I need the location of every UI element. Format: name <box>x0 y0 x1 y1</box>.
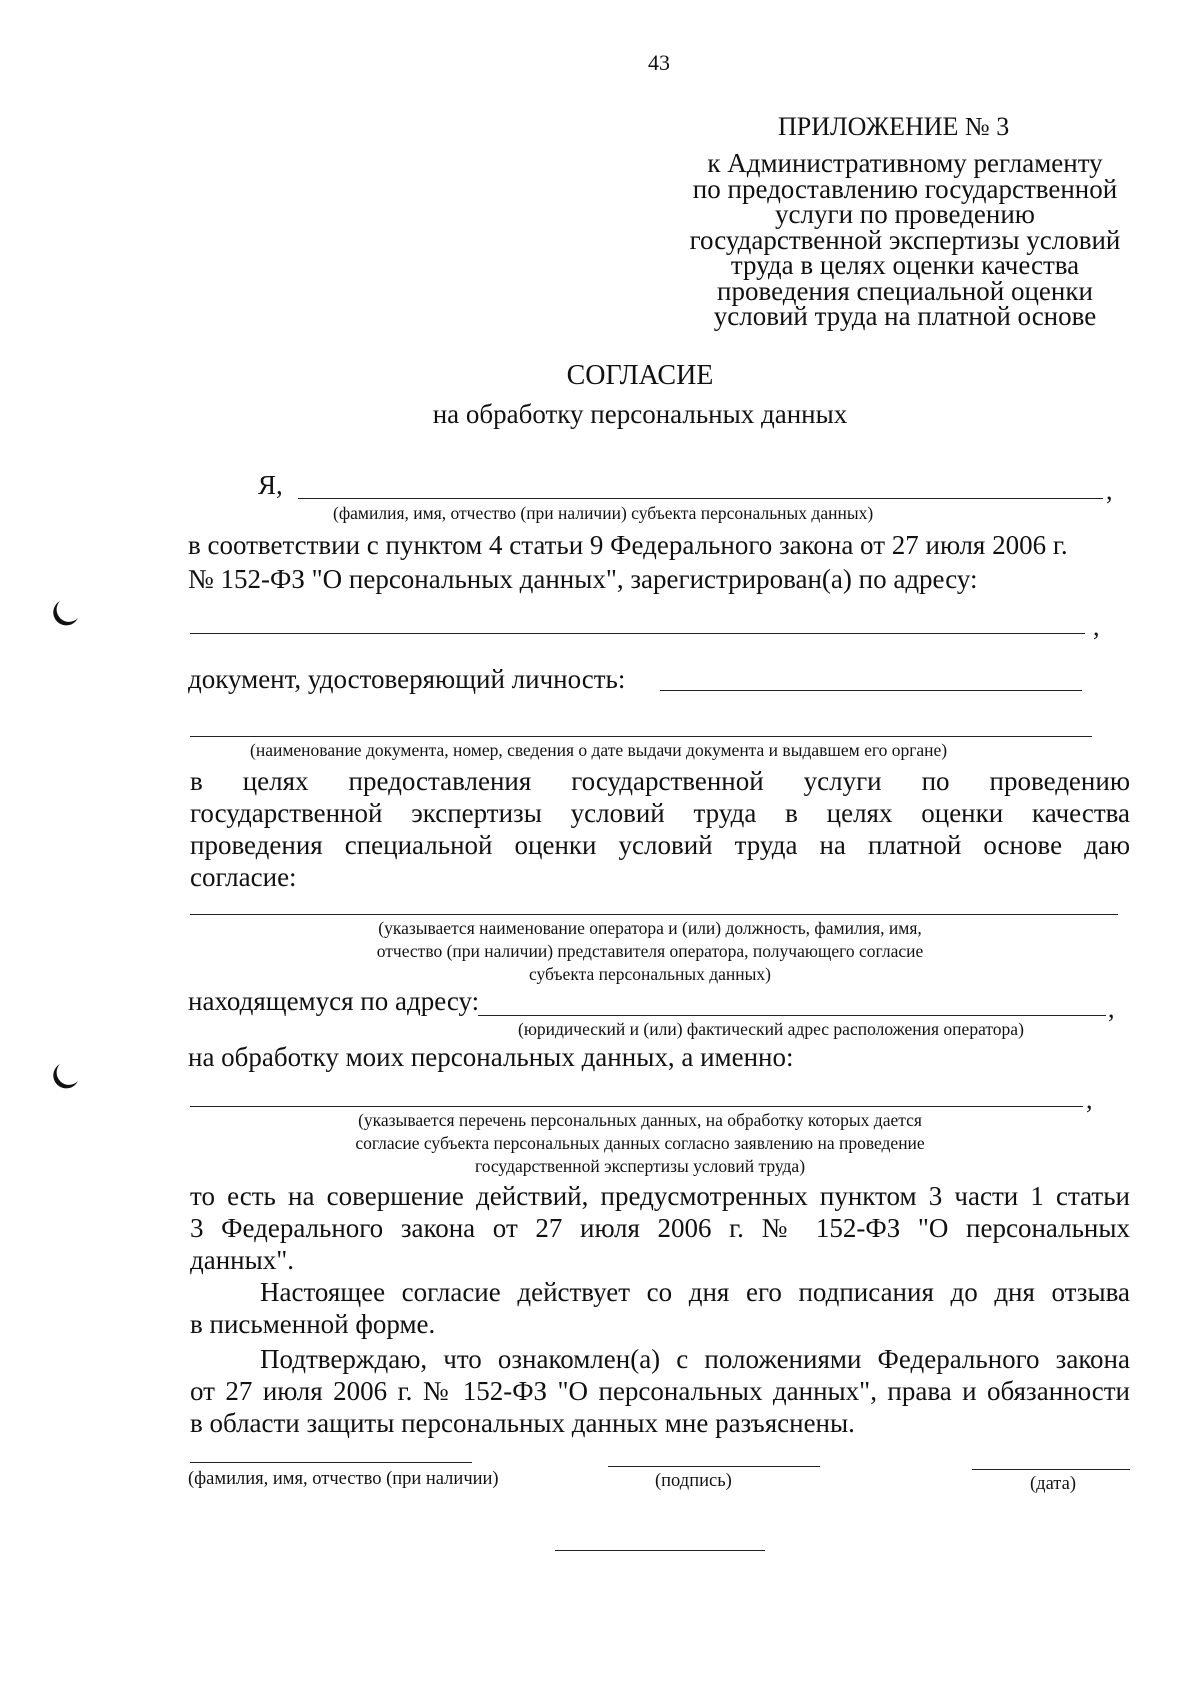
doc-field-line-2[interactable] <box>190 736 1092 737</box>
date-hint: (дата) <box>1030 1474 1076 1494</box>
i-label: Я, <box>258 470 283 500</box>
actions-last-line: данных". <box>190 1245 295 1275</box>
fio-field-line[interactable] <box>298 498 1103 499</box>
confirm-line-2: от 27 июля 2006 г. № 152-ФЗ "О персональных данных", права и обязанности <box>190 1376 1130 1406</box>
data-hint-1: (указывается перечень персональных данных, на обработку которых дается <box>358 1110 922 1130</box>
data-hint-2: согласие субъекта персональных данных согласно заявлению на проведение <box>355 1133 925 1153</box>
address-hint: (юридический и (или) фактический адрес расположения оператора) <box>518 1019 1024 1039</box>
appendix-line: к Административному регламенту <box>707 148 1103 178</box>
comma: , <box>1093 612 1100 641</box>
fio-hint: (фамилия, имя, отчество (при наличии) субъекта персональных данных) <box>333 503 874 523</box>
personal-data-field-line[interactable] <box>190 1106 1083 1107</box>
purpose-line: государственной экспертизы условий труда в целях оценки качества <box>190 798 1130 828</box>
signature-line[interactable] <box>608 1466 820 1467</box>
purpose-line: в целях предоставления государственной услуги по проведению <box>190 766 1130 796</box>
comma: , <box>1106 476 1113 505</box>
appendix-lines <box>670 148 1140 331</box>
data-hint-3: государственной экспертизы условий труда) <box>474 1156 806 1176</box>
comma: , <box>1108 994 1115 1023</box>
purpose-last-line: согласие: <box>190 862 297 892</box>
comma: , <box>1086 1085 1093 1114</box>
sign-hint: (подпись) <box>655 1471 732 1491</box>
law-line-2: № 152-ФЗ "О персональных данных", зарегистрирован(а) по адресу: <box>188 564 978 594</box>
name-hint: (фамилия, имя, отчество (при наличии) <box>188 1469 499 1489</box>
appendix-title: ПРИЛОЖЕНИЕ № 3 <box>778 112 1010 141</box>
end-rule <box>555 1550 765 1551</box>
document-title: СОГЛАСИЕ <box>566 360 714 391</box>
name-signature-line[interactable] <box>190 1462 472 1463</box>
law-line-1: в соответствии с пунктом 4 статьи 9 Федерального закона от 27 июля 2006 г. <box>188 530 1068 560</box>
appendix-line: условий труда на платной основе <box>713 301 1097 331</box>
date-line[interactable] <box>972 1469 1130 1470</box>
appendix-line: государственной экспертизы условий <box>689 224 1121 255</box>
actions-line: 3 Федерального закона от 27 июля 2006 г. № 152-ФЗ "О персональных <box>190 1213 1130 1243</box>
appendix-line: проведения специальной оценки <box>717 275 1093 306</box>
operator-field-line[interactable] <box>190 914 1118 915</box>
address-label: находящемуся по адресу: <box>188 986 480 1016</box>
operator-hint-3: субъекта персональных данных) <box>528 964 771 984</box>
registration-address-field-line[interactable] <box>190 633 1085 634</box>
operator-address-field-line[interactable] <box>478 1015 1106 1016</box>
confirm-line-3: в области защиты персональных данных мне разъяснены. <box>190 1408 855 1438</box>
crescent-mark-icon <box>52 1063 79 1090</box>
doc-label: документ, удостоверяющий личность: <box>188 664 626 694</box>
crescent-mark-icon <box>52 600 79 627</box>
confirm-line-1: Подтверждаю, что ознакомлен(а) с положениями Федерального закона <box>260 1344 1130 1374</box>
actions-line: то есть на совершение действий, предусмотренных пунктом 3 части 1 статьи <box>190 1181 1130 1211</box>
doc-field-line[interactable] <box>660 690 1082 691</box>
validity-line-2: в письменной форме. <box>190 1309 436 1339</box>
appendix-line: по предоставлению государственной <box>692 173 1118 204</box>
doc-hint: (наименование документа, номер, сведения о дате выдачи документа и выдавшем его органе) <box>250 740 948 760</box>
operator-hint-2: отчество (при наличии) представителя оператора, получающего согласие <box>376 941 924 961</box>
document-subtitle: на обработку персональных данных <box>432 399 848 429</box>
operator-hint-1: (указывается наименование оператора и (или) должность, фамилия, имя, <box>378 918 922 938</box>
page-number: 43 <box>648 50 670 75</box>
appendix-line: услуги по проведению <box>775 199 1035 229</box>
purpose-line: проведения специальной оценки условий труда на платной основе даю <box>190 830 1130 860</box>
validity-line-1: Настоящее согласие действует со дня его подписания до дня отзыва <box>260 1277 1130 1307</box>
processing-label: на обработку моих персональных данных, а именно: <box>188 1042 794 1072</box>
appendix-line: труда в целях оценки качества <box>730 250 1080 280</box>
